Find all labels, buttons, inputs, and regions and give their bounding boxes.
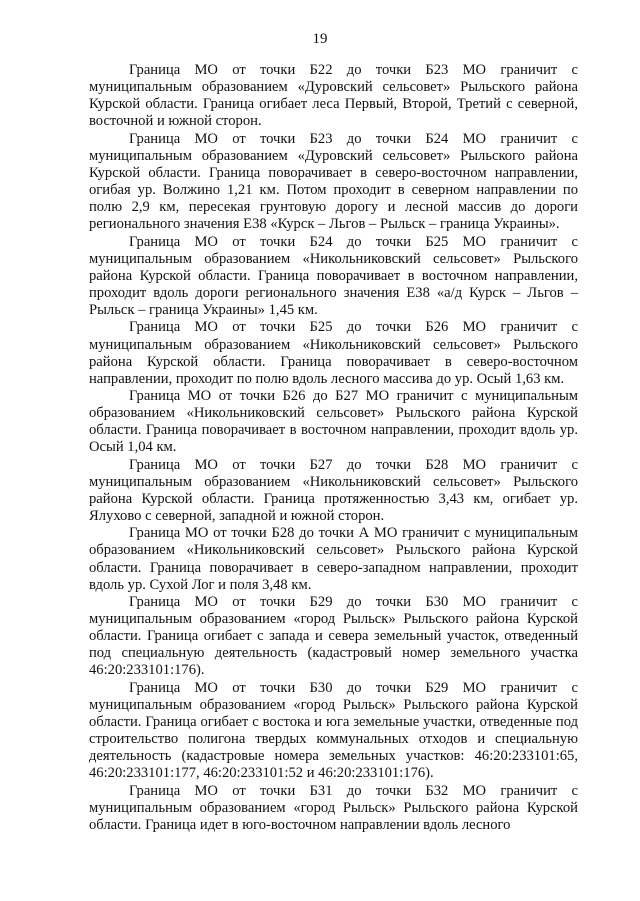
paragraph-b24-b25: Граница МО от точки Б24 до точки Б25 МО граничит с муниципальным образованием «Никольниковский сельсовет» Рыльского района Курской области. Граница поворачивает в восточном направлении, проходит вдоль дороги регионального значения Е38 «а/д Курск – Льгов – Рыльск – граница Украины» 1,45 км. <box>89 233 578 319</box>
paragraph-b23-b24: Граница МО от точки Б23 до точки Б24 МО граничит с муниципальным образованием «Дуровский сельсовет» Рыльского района Курской области. Граница поворачивает в северо-восточном направлении, огибая ур. Волжино 1,21 км. Потом проходит в северном направлении по полю 2,9 км, пересекая грунтовую дорогу и лесной массив до дороги регионального значения Е38 «Курск – Льгов – Рыльск – граница Украины». <box>89 130 578 233</box>
paragraph-b22-b23: Граница МО от точки Б22 до точки Б23 МО граничит с муниципальным образованием «Дуровский сельсовет» Рыльского района Курской области. Граница огибает леса Первый, Второй, Третий с северной, восточной и южной сторон. <box>89 62 578 130</box>
paragraph-b29-b30: Граница МО от точки Б29 до точки Б30 МО граничит с муниципальным образованием «город Рыльск» Рыльского района Курской области. Граница огибает с запада и севера земельный участок, отведенный под специальную деятельность (кадастровый номер земельного участка 46:20:233101:176). <box>89 593 578 679</box>
paragraph-b25-b26: Граница МО от точки Б25 до точки Б26 МО граничит с муниципальным образованием «Никольниковский сельсовет» Рыльского района Курской области. Граница поворачивает в северо-восточном направлении, проходит по полю вдоль лесного массива до ур. Осый 1,63 км. <box>89 319 578 387</box>
paragraph-b31-b32: Граница МО от точки Б31 до точки Б32 МО граничит с муниципальным образованием «город Рыльск» Рыльского района Курской области. Граница идет в юго-восточном направлении вдоль лесного <box>89 782 578 833</box>
paragraph-b30-b29: Граница МО от точки Б30 до точки Б29 МО граничит с муниципальным образованием «город Рыльск» Рыльского района Курской области. Граница огибает с востока и юга земельные участки, отведенные под строительство полигона твердых коммунальных отходов и специальную деятельность (кадастровые номера земельных участков: 46:20:233101:65, 46:20:233101:177, 46:20:233101:52 и 46:20:233101:176). <box>89 679 578 782</box>
paragraph-b28-a: Граница МО от точки Б28 до точки А МО граничит с муниципальным образованием «Никольниковский сельсовет» Рыльского района Курской области. Граница поворачивает в северо-западном направлении, проходит вдоль ур. Сухой Лог и поля 3,48 км. <box>89 525 578 593</box>
paragraph-b27-b28: Граница МО от точки Б27 до точки Б28 МО граничит с муниципальным образованием «Никольниковский сельсовет» Рыльского района Курской области. Граница протяженностью 3,43 км, огибает ур. Ялухово с северной, западной и южной сторон. <box>89 456 578 525</box>
paragraph-b26-b27: Граница МО от точки Б26 до Б27 МО граничит с муниципальным образованием «Никольниковский сельсовет» Рыльского района Курской области. Граница поворачивает в восточном направлении, проходит вдоль ур. Осый 1,04 км. <box>89 387 578 456</box>
page-number: 19 <box>312 31 328 47</box>
document-body <box>89 62 578 834</box>
